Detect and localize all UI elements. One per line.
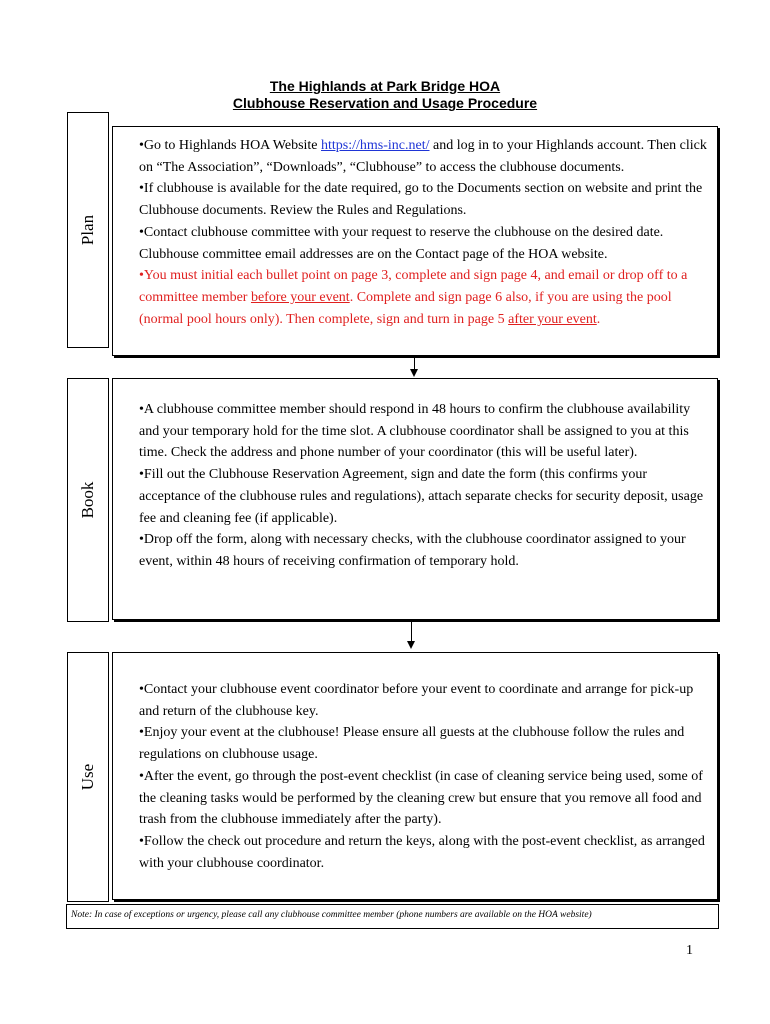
book-item-agreement: •Fill out the Clubhouse Reservation Agreement, sign and date the form (this confirms your acceptance of the clubhouse rules and regulations), attach separate checks for security deposit, usage fee and cleaning fee (if applicable). <box>139 467 704 526</box>
book-item-dropoff: •Drop off the form, along with necessary checks, with the clubhouse coordinator assigned to your event, within 48 hours of receiving confirmation of temporary hold. <box>139 532 686 569</box>
plan-item-website-text-cont: and log in to your Highlands account. Then click on “The Association”, “Downloads”, “Clubhouse” to access the clubhouse documents. <box>139 138 707 175</box>
plan-item-initial-text: •You must initial each bullet point on page 3, complete and sign page 4, and email or drop off to a committee member <box>139 268 688 305</box>
note-box <box>66 904 719 929</box>
arrow-book-to-use-line <box>411 620 412 642</box>
after-your-event-text: after your event <box>508 311 597 327</box>
use-content-box <box>112 652 718 900</box>
use-item-enjoy: •Enjoy your event at the clubhouse! Please ensure all guests at the clubhouse follow the rules and regulations on clubhouse usage. <box>139 725 685 763</box>
plan-item-initial-text-cont: . Complete and sign page 6 also, if you are using the pool (normal pool hours only). Then complete, sign and turn in page 5 <box>139 289 672 327</box>
book-items <box>139 399 709 573</box>
use-stage-label: Use <box>78 763 97 791</box>
book-content-box <box>112 378 718 620</box>
arrow-plan-to-book-line <box>414 356 415 370</box>
use-item-checklist: •After the event, go through the post-event checklist (in case of cleaning service being used, some of the cleaning tasks would be performed by the cleaning crew but ensure that you remove all food and trash from the clubhouse immediately after the party). <box>139 768 703 828</box>
plan-items <box>139 135 709 330</box>
plan-item-availability: •If clubhouse is available for the date required, go to the Documents section on website and print the Clubhouse documents. Review the Rules and Regulations. <box>139 181 703 219</box>
document-subtitle: Clubhouse Reservation and Usage Procedure <box>232 95 538 111</box>
book-stage-label: Book <box>78 481 97 519</box>
plan-item-website-text: •Go to Highlands HOA Website <box>139 138 322 153</box>
arrow-down-icon <box>407 641 415 649</box>
book-stage-label-box <box>67 378 109 622</box>
use-stage-label-box <box>67 652 109 902</box>
plan-stage-label-box <box>67 112 109 348</box>
plan-item-initial-sign <box>139 265 709 330</box>
page-number: 1 <box>686 943 693 958</box>
hoa-website-link[interactable]: https://hms-inc.net/ <box>321 138 430 153</box>
arrow-down-icon <box>410 369 418 377</box>
plan-item-website <box>139 135 709 178</box>
plan-item-contact: •Contact clubhouse committee with your request to reserve the clubhouse on the desired date. Clubhouse committee email addresses are on the Contact page of the HOA website. <box>139 224 664 262</box>
use-items <box>139 679 709 874</box>
use-item-key: •Contact your clubhouse event coordinator before your event to coordinate and arrange for pick-up and return of the clubhouse key. <box>139 682 694 719</box>
document-title: The Highlands at Park Bridge HOA <box>269 78 501 94</box>
note-text: Note: In case of exceptions or urgency, please call any clubhouse committee member (phone numbers are available on the HOA website) <box>71 910 592 920</box>
before-your-event-text: before your event <box>250 289 350 305</box>
use-item-checkout: •Follow the check out procedure and return the keys, along with the post-event checklist, as arranged with your clubhouse coordinator. <box>139 833 705 871</box>
book-item-confirm: •A clubhouse committee member should respond in 48 hours to confirm the clubhouse availability and your temporary hold for the time slot. A clubhouse coordinator shall be assigned to you at this time. Check the address and phone number of your coordinator (this will be useful later). <box>139 402 691 461</box>
plan-item-initial-text-end: . <box>596 311 601 327</box>
plan-content-box <box>112 126 718 356</box>
plan-stage-label: Plan <box>78 214 97 246</box>
